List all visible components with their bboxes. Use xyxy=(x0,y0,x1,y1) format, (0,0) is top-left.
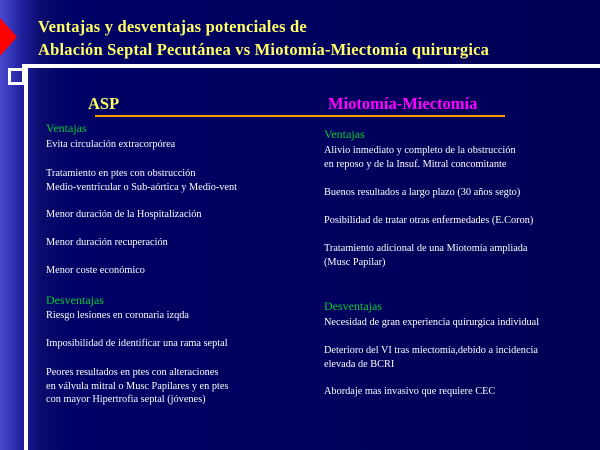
item-line: Peores resultados en ptes con alteraciones xyxy=(46,367,219,378)
item-line: en válvula mitral o Musc Papilares y en ptes xyxy=(46,380,229,392)
red-triangle-decoration xyxy=(0,18,17,56)
item-line: Imposibilidad de identificar una rama septal xyxy=(46,338,228,349)
item-line: (Musc Papilar) xyxy=(324,256,386,268)
item-line: Evita circulación extracorpórea xyxy=(46,139,176,150)
left-ventajas-heading: Ventajas xyxy=(46,121,87,135)
left-desventaja-item xyxy=(46,309,189,323)
item-line: Tratamiento adicional de una Miotomía ampliada xyxy=(324,243,528,254)
square-outline-decoration xyxy=(8,68,25,85)
right-ventajas-heading: Ventajas xyxy=(324,127,365,141)
left-ventaja-item xyxy=(46,264,145,278)
item-line: Tratamiento en ptes con obstrucción xyxy=(46,168,196,179)
right-ventaja-item xyxy=(324,242,528,269)
item-line: Menor duración de la Hospitalización xyxy=(46,209,202,220)
left-ventaja-item xyxy=(46,208,202,222)
item-line: elevada de BCRI xyxy=(324,358,395,370)
right-desventaja-item xyxy=(324,344,538,371)
item-line: en reposo y de la Insuf. Mitral concomitante xyxy=(324,158,507,170)
left-desventajas-heading: Desventajas xyxy=(46,293,104,307)
left-ventaja-item xyxy=(46,167,237,194)
item-line: Menor coste económico xyxy=(46,265,145,276)
left-ventaja-item xyxy=(46,236,168,250)
item-line: Buenos resultados a largo plazo (30 años segto) xyxy=(324,187,521,198)
horizontal-rule xyxy=(22,64,600,68)
right-ventaja-item xyxy=(324,144,516,171)
item-line: Abordaje mas invasivo que requiere CEC xyxy=(324,386,496,397)
left-ventaja-item xyxy=(46,138,175,152)
item-line: Riesgo lesiones en coronaria izqda xyxy=(46,310,189,321)
right-desventaja-item xyxy=(324,385,495,399)
left-desventaja-item xyxy=(46,337,228,351)
right-desventaja-item xyxy=(324,316,539,330)
vertical-rule xyxy=(24,64,28,450)
item-line: Deterioro del VI tras miectomía,debido a incidencia xyxy=(324,345,538,356)
left-column-heading: ASP xyxy=(88,94,120,113)
right-ventaja-item xyxy=(324,214,533,228)
title-line-2: Ablación Septal Pecutánea vs Miotomía-Miectomía quirurgica xyxy=(38,40,490,59)
left-desventaja-item xyxy=(46,366,228,407)
item-line: con mayor Hipertrofia septal (jóvenes) xyxy=(46,394,206,405)
slide-title xyxy=(38,15,489,61)
heading-underline xyxy=(95,115,505,117)
right-ventaja-item xyxy=(324,186,520,200)
right-column-heading: Miotomía-Miectomía xyxy=(328,94,478,113)
item-line: Menor duración recuperación xyxy=(46,237,168,248)
right-desventajas-heading: Desventajas xyxy=(324,299,382,313)
item-line: Necesidad de gran experiencia quirurgica individual xyxy=(324,317,540,328)
item-line: Posibilidad de tratar otras enfermedades (E.Coron) xyxy=(324,215,534,226)
title-line-1: Ventajas y desventajas potenciales de xyxy=(38,17,307,36)
item-line: Alivio inmediato y completo de la obstrucción xyxy=(324,145,516,156)
item-line: Medio-ventricular o Sub-aórtica y Medio-vent xyxy=(46,181,238,193)
